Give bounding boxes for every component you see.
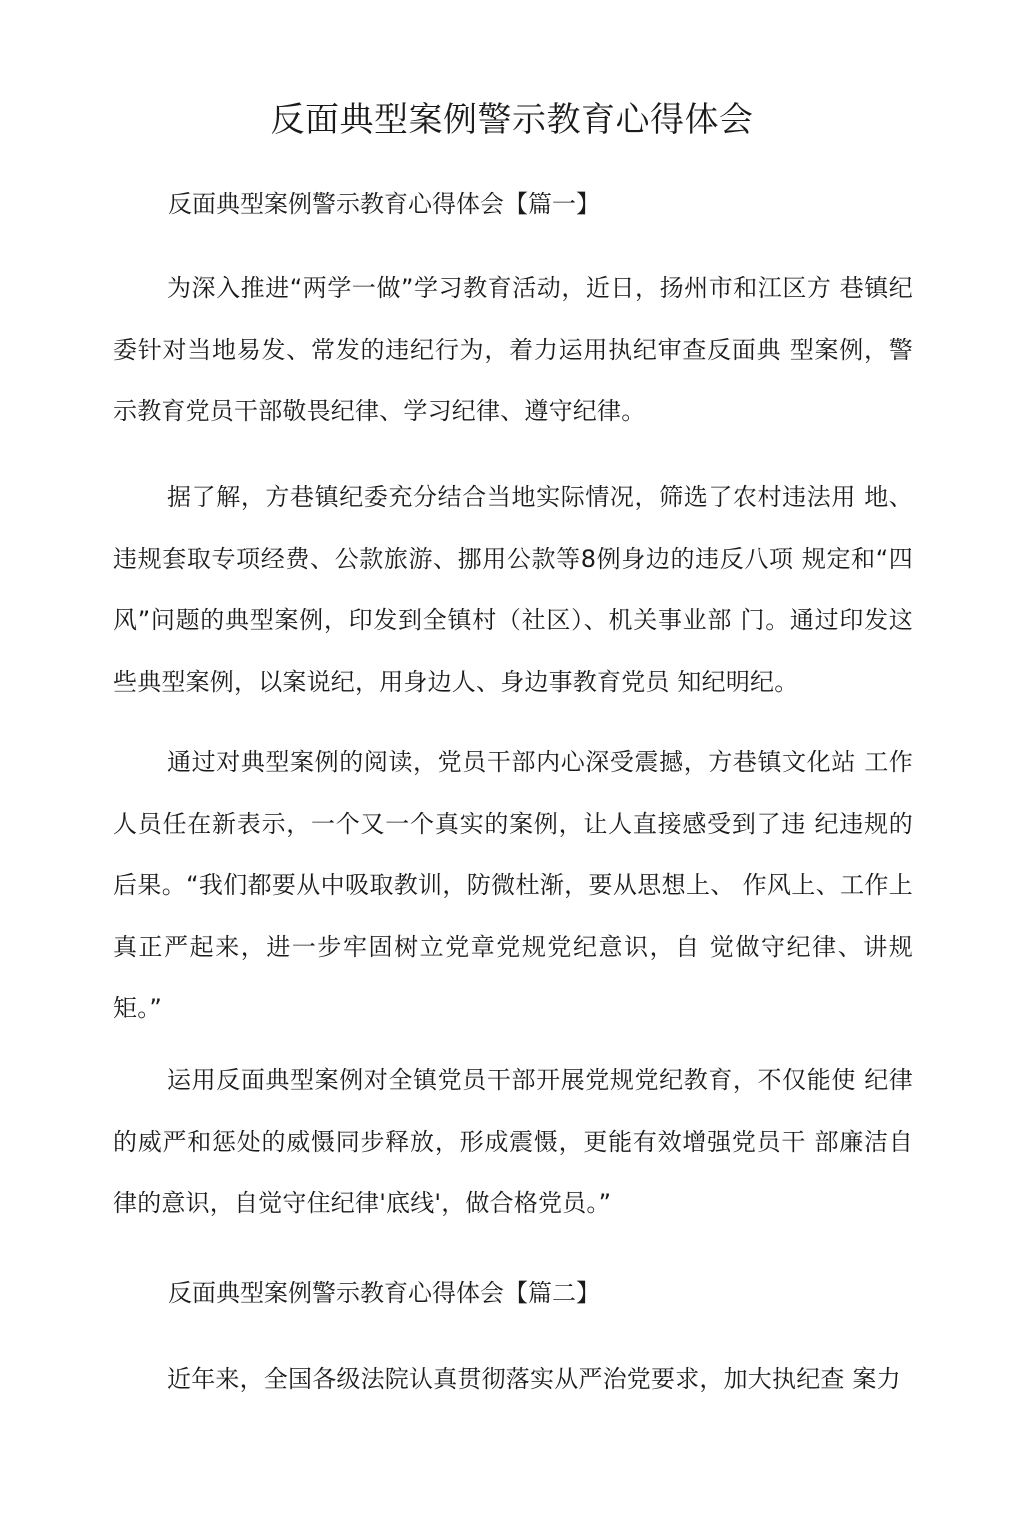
paragraph-1: 为深入推进“两学一做”学习教育活动，近日，扬州市和江区方 巷镇纪委针对当地易发、常发的违纪行为，着力运用执纪审查反面典 型案例，警示教育党员干部敬畏纪律、学习纪律、遵守纪律。 — [113, 274, 913, 425]
document-title: 反面典型案例警示教育心得体会 — [270, 100, 754, 140]
paragraph-3: 通过对典型案例的阅读，党员干部内心深受震撼，方巷镇文化站 工作人员任在新表示，一个又一个真实的案例，让人直接感受到了违 纪违规的后果。“我们都要从中吸取教训，防微杜渐，要从思想上、 作风上、工作上真正严起来，进一步牢固树立党章党规党纪意识，自 觉做守纪律、讲规矩。” — [113, 748, 913, 1022]
paragraph-4: 运用反面典型案例对全镇党员干部开展党规党纪教育，不仅能使 纪律的威严和惩处的威慑同步释放，形成震慑，更能有效增强党员干 部廉洁自律的意识，自觉守住纪律'底线'，做合格党员。” — [113, 1066, 913, 1217]
section-heading-2: 反面典型案例警示教育心得体会【篇二】 — [168, 1279, 600, 1307]
section-heading-1: 反面典型案例警示教育心得体会【篇一】 — [168, 190, 600, 218]
paragraph-2: 据了解，方巷镇纪委充分结合当地实际情况，筛选了农村违法用 地、违规套取专项经费、公款旅游、挪用公款等8例身边的违反八项 规定和“四风”问题的典型案例，印发到全镇村（社区）、机关事业部 门。通过印发这些典型案例，以案说纪，用身边人、身边事教育党员 知纪明纪。 — [113, 483, 913, 696]
paragraph-5: 近年来，全国各级法院认真贯彻落实从严治党要求，加大执纪查 案力 — [167, 1365, 901, 1393]
